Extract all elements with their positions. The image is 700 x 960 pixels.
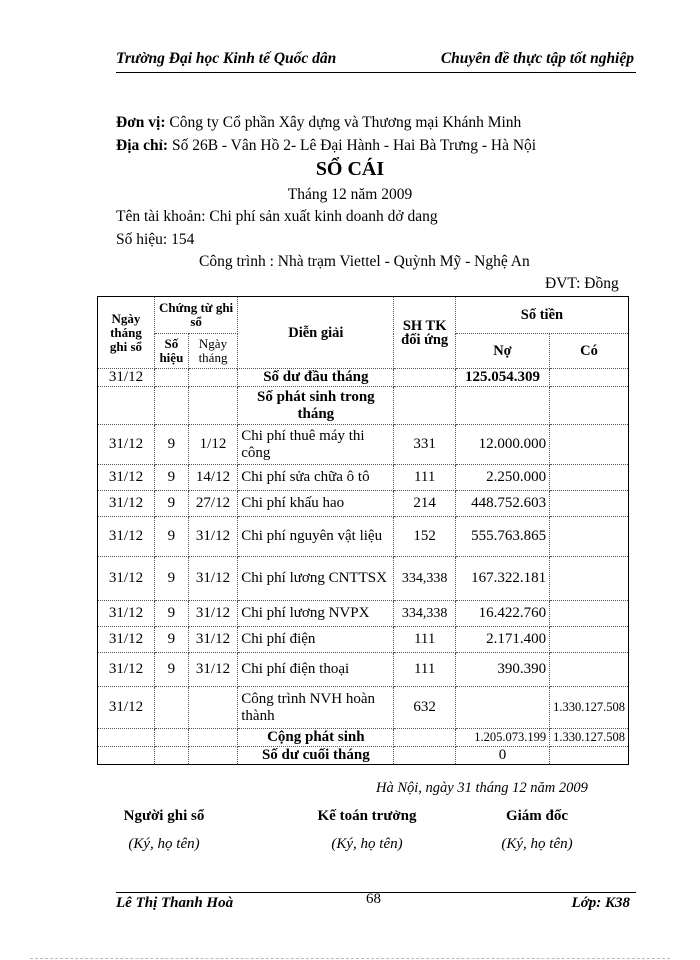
page-edge-divider — [30, 958, 670, 959]
row-account: 111 — [394, 465, 455, 491]
row-voucher-no — [154, 687, 188, 729]
row-voucher-date: 31/12 — [188, 557, 237, 601]
header-account: SH TK đối ứng — [394, 297, 455, 369]
row-voucher-date: 27/12 — [188, 491, 237, 517]
ledger-table — [97, 296, 629, 765]
row-description: Công trình NVH hoàn thành — [238, 687, 394, 729]
table-row — [98, 687, 629, 729]
header-voucher-no: Số hiệu — [154, 334, 188, 369]
row-date: 31/12 — [98, 425, 155, 465]
row-description: Chi phí khấu hao — [238, 491, 394, 517]
address-value: Số 26B - Vân Hồ 2- Lê Đại Hành - Hai Bà Trưng - Hà Nội — [171, 137, 537, 154]
signer-recorder-note: (Ký, họ tên) — [128, 836, 200, 852]
account-name: Tên tài khoản: Chi phí sản xuất kinh doanh dở dang — [116, 208, 438, 225]
table-row — [98, 491, 629, 517]
row-account: 152 — [394, 517, 455, 557]
opening-date: 31/12 — [98, 369, 155, 387]
class-name: Lớp: K38 — [571, 895, 630, 911]
row-credit: 1.330.127.508 — [550, 687, 629, 729]
row-voucher-no: 9 — [154, 627, 188, 653]
row-description: Chi phí sửa chữa ô tô — [238, 465, 394, 491]
arising-header-row — [98, 387, 629, 425]
row-description: Chi phí lương CNTTSX — [238, 557, 394, 601]
place-date: Hà Nội, ngày 31 tháng 12 năm 2009 — [376, 780, 588, 796]
arising-label: Số phát sinh trong tháng — [238, 387, 394, 425]
row-debit — [455, 687, 549, 729]
closing-label: Số dư cuối tháng — [238, 747, 394, 765]
row-date: 31/12 — [98, 653, 155, 687]
row-credit — [550, 425, 629, 465]
report-type: Chuyên đề thực tập tốt nghiệp — [440, 50, 634, 67]
row-credit — [550, 491, 629, 517]
row-account: 111 — [394, 653, 455, 687]
row-debit: 16.422.760 — [455, 601, 549, 627]
header-credit: Có — [550, 334, 629, 369]
page-number: 68 — [366, 891, 381, 907]
row-voucher-date: 31/12 — [188, 653, 237, 687]
row-voucher-no: 9 — [154, 517, 188, 557]
row-account: 632 — [394, 687, 455, 729]
row-credit — [550, 653, 629, 687]
header-debit: Nợ — [455, 334, 549, 369]
row-debit: 2.250.000 — [455, 465, 549, 491]
row-description: Chi phí điện — [238, 627, 394, 653]
opening-debit: 125.054.309 — [455, 369, 549, 387]
opening-balance-row — [98, 369, 629, 387]
row-account: 214 — [394, 491, 455, 517]
row-voucher-date: 31/12 — [188, 601, 237, 627]
signer-director-note: (Ký, họ tên) — [501, 836, 573, 852]
row-description: Chi phí lương NVPX — [238, 601, 394, 627]
total-debit: 1.205.073.199 — [455, 729, 549, 747]
header-date: Ngày tháng ghi sổ — [98, 297, 155, 369]
row-date: 31/12 — [98, 687, 155, 729]
row-account: 331 — [394, 425, 455, 465]
row-credit — [550, 465, 629, 491]
document-period: Tháng 12 năm 2009 — [287, 186, 413, 203]
university-name: Trường Đại học Kinh tế Quốc dân — [116, 50, 337, 67]
address-line — [116, 137, 536, 155]
account-number: Số hiệu: 154 — [116, 231, 195, 248]
row-date: 31/12 — [98, 517, 155, 557]
table-row — [98, 601, 629, 627]
page-header — [116, 50, 636, 73]
closing-balance-row — [98, 747, 629, 765]
row-voucher-date: 31/12 — [188, 517, 237, 557]
opening-label: Số dư đầu tháng — [238, 369, 394, 387]
author-name: Lê Thị Thanh Hoà — [116, 895, 234, 911]
row-credit — [550, 517, 629, 557]
row-account: 111 — [394, 627, 455, 653]
header-description: Diễn giải — [238, 297, 394, 369]
unit-label: Đơn vị: — [116, 114, 166, 131]
total-label: Cộng phát sinh — [238, 729, 394, 747]
signer-director-title: Giám đốc — [505, 808, 569, 824]
row-debit: 12.000.000 — [455, 425, 549, 465]
row-date: 31/12 — [98, 465, 155, 491]
row-credit — [550, 601, 629, 627]
page-footer — [116, 892, 636, 913]
row-debit: 390.390 — [455, 653, 549, 687]
row-date: 31/12 — [98, 557, 155, 601]
row-voucher-no: 9 — [154, 425, 188, 465]
row-debit: 448.752.603 — [455, 491, 549, 517]
row-voucher-date: 14/12 — [188, 465, 237, 491]
row-voucher-date: 1/12 — [188, 425, 237, 465]
document-title: SỔ CÁI — [315, 158, 385, 180]
unit-line — [116, 114, 521, 132]
address-label: Địa chỉ: — [116, 137, 169, 154]
table-header-row — [98, 297, 629, 334]
project-name: Công trình : Nhà trạm Viettel - Quỳnh Mỹ - Nghệ An — [199, 253, 530, 270]
total-credit: 1.330.127.508 — [550, 729, 629, 747]
row-description: Chi phí điện thoại — [238, 653, 394, 687]
signer-accountant-title: Kế toán trưởng — [317, 808, 417, 824]
row-voucher-no: 9 — [154, 465, 188, 491]
row-description: Chi phí thuê máy thi công — [238, 425, 394, 465]
table-row — [98, 465, 629, 491]
row-debit: 167.322.181 — [455, 557, 549, 601]
signer-recorder-title: Người ghi sổ — [123, 808, 205, 824]
row-description: Chi phí nguyên vật liệu — [238, 517, 394, 557]
row-voucher-no: 9 — [154, 557, 188, 601]
table-row — [98, 557, 629, 601]
row-date: 31/12 — [98, 627, 155, 653]
row-account: 334,338 — [394, 557, 455, 601]
row-voucher-no: 9 — [154, 601, 188, 627]
row-voucher-no: 9 — [154, 491, 188, 517]
table-row — [98, 627, 629, 653]
row-credit — [550, 627, 629, 653]
row-account: 334,338 — [394, 601, 455, 627]
header-voucher-date: Ngày tháng — [188, 334, 237, 369]
row-credit — [550, 557, 629, 601]
header-amount: Số tiền — [455, 297, 628, 334]
table-row — [98, 653, 629, 687]
row-date: 31/12 — [98, 491, 155, 517]
row-debit: 2.171.400 — [455, 627, 549, 653]
signer-accountant-note: (Ký, họ tên) — [331, 836, 403, 852]
unit-value: Công ty Cổ phần Xây dựng và Thương mại Khánh Minh — [169, 114, 522, 131]
row-voucher-date: 31/12 — [188, 627, 237, 653]
row-voucher-no: 9 — [154, 653, 188, 687]
row-date: 31/12 — [98, 601, 155, 627]
total-row — [98, 729, 629, 747]
row-debit: 555.763.865 — [455, 517, 549, 557]
row-voucher-date — [188, 687, 237, 729]
header-voucher: Chứng từ ghi sổ — [154, 297, 237, 334]
currency-unit: ĐVT: Đồng — [545, 275, 619, 292]
table-row — [98, 517, 629, 557]
table-row — [98, 425, 629, 465]
closing-debit: 0 — [455, 747, 549, 765]
